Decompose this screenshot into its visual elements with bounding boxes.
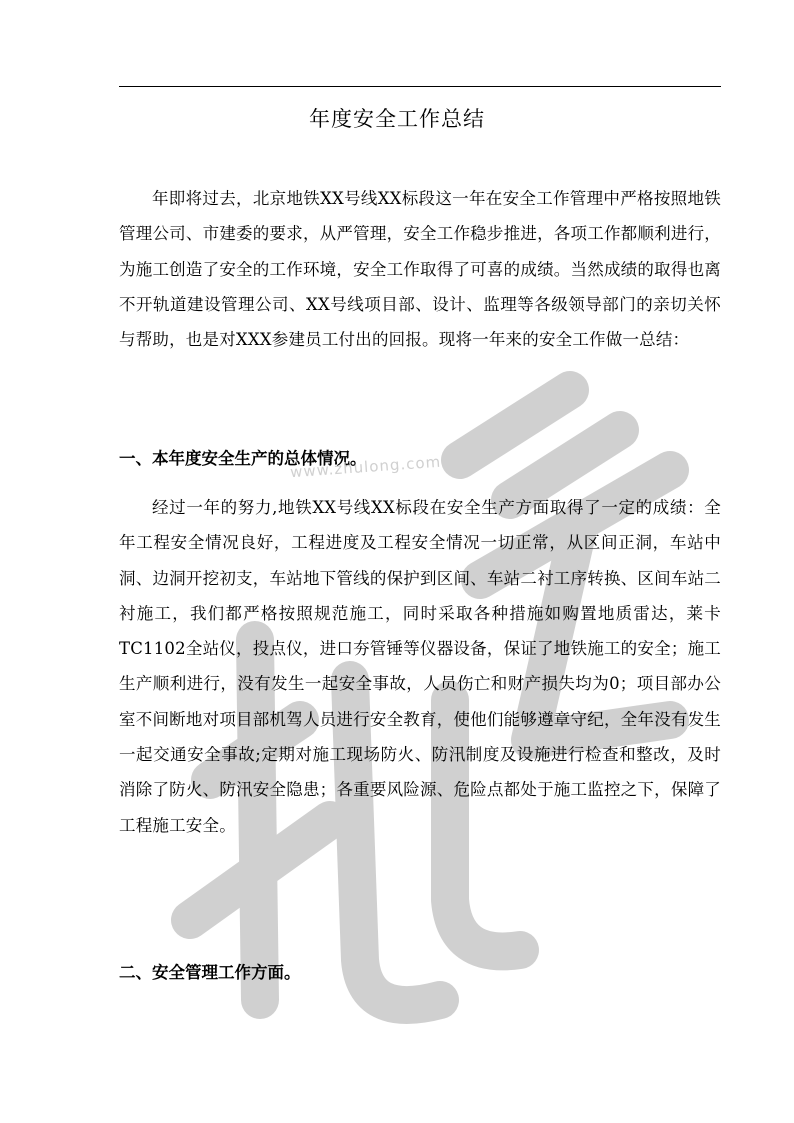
document-title: 年度安全工作总结 xyxy=(309,107,485,131)
intro-paragraph: 年即将过去，北京地铁XX号线XX标段这一年在安全工作管理中严格按照地铁管理公司、市建委的要求，从严管理，安全工作稳步推进，各项工作都顺利进行，为施工创造了安全的工作环境，安全工作取得了可喜的成绩。当然成绩的取得也离不开轨道建设管理公司、XX号线项目部、设计、监理等各级领导部门的亲切关怀与帮助，也是对XXX参建员工付出的回报。现将一年来的安全工作做一总结： xyxy=(119,189,721,350)
section-1-paragraph: 经过一年的努力,地铁XX号线XX标段在安全生产方面取得了一定的成绩：全年工程安全情况良好，工程进度及工程安全情况一切正常，从区间正洞，车站中洞、边洞开挖初支，车站地下管线的保护到区间、车站二衬工序转换、区间车站二衬施工，我们都严格按照规范施工，同时采取各种措施如购置地质雷达，莱卡TC1102全站仪，投点仪，进口夯管锤等仪器设备，保证了地铁施工的安全；施工生产顺利进行，没有发生一起安全事故，人员伤亡和财产损失均为0；项目部办公室不间断地对项目部机驾人员进行安全教育，使他们能够遵章守纪，全年没有发生一起交通安全事故;定期对施工现场防火、防汛制度及设施进行检查和整改，及时消除了防火、防汛安全隐患；各重要风险源、危险点都处于施工监控之下，保障了工程施工安全。 xyxy=(119,498,721,835)
section-heading-2: 二、安全管理工作方面。 xyxy=(119,963,301,982)
section-heading-1: 一、本年度安全生产的总体情况。 xyxy=(119,449,367,468)
section-1-block xyxy=(119,490,721,843)
watermark-url: www.zhulong.com xyxy=(289,452,442,482)
intro-block xyxy=(119,181,721,357)
header-rule xyxy=(119,86,721,87)
